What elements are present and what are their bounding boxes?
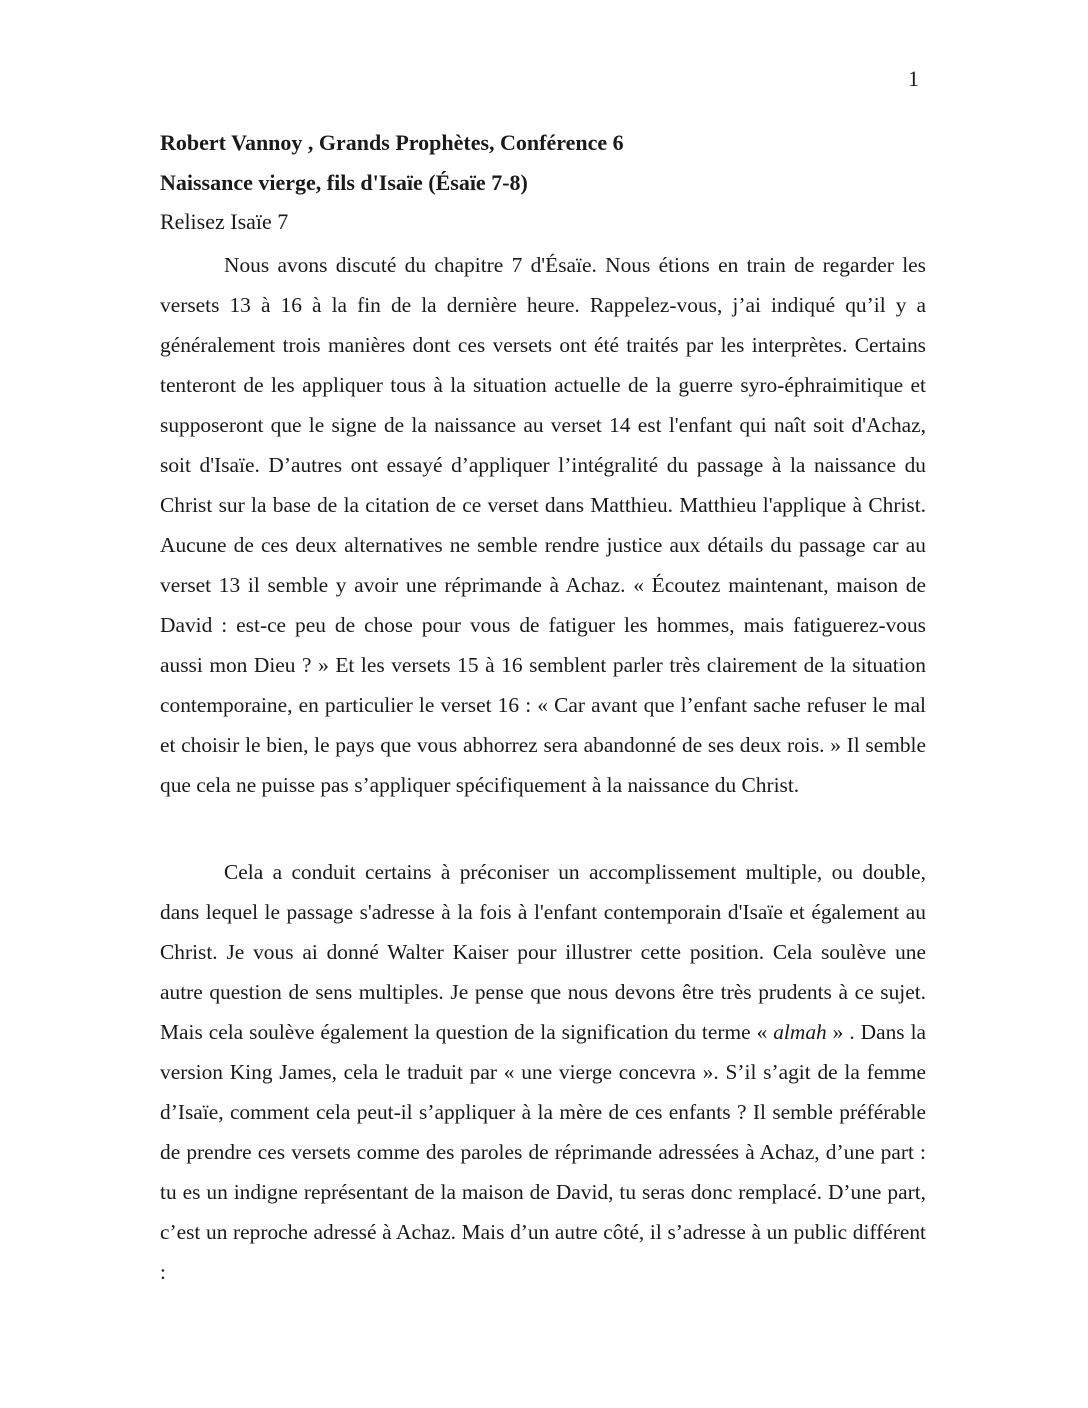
paragraph-2 [160, 852, 926, 1292]
paragraph-2-text-start: Cela a conduit certains à préconiser un accomplissement multiple, ou double, dans lequel le passage s'adresse à la fois à l'enfant contemporain d'Isaïe et également au Christ. Je vous ai donné Walter Kaiser pour illustrer cette position. Cela soulève une autre question de sens multiples. Je pense que nous devons être très prudents à ce sujet. Mais cela soulève également la question de la signification du terme « [160, 860, 926, 1044]
paragraph-1: Nous avons discuté du chapitre 7 d'Ésaïe. Nous étions en train de regarder les versets 13 à 16 à la fin de la dernière heure. Rappelez-vous, j’ai indiqué qu’il y a généralement trois manières dont ces versets ont été traités par les interprètes. Certains tenteront de les appliquer tous à la situation actuelle de la guerre syro-éphraimitique et supposeront que le signe de la naissance au verset 14 est l'enfant qui naît soit d'Achaz, soit d'Isaïe. D’autres ont essayé d’appliquer l’intégralité du passage à la naissance du Christ sur la base de la citation de ce verset dans Matthieu. Matthieu l'applique à Christ. Aucune de ces deux alternatives ne semble rendre justice aux détails du passage car au verset 13 il semble y avoir une réprimande à Achaz. « Écoutez maintenant, maison de David : est-ce peu de chose pour vous de fatiguer les hommes, mais fatiguerez-vous aussi mon Dieu ? » Et les versets 15 à 16 semblent parler très clairement de la situation contemporaine, en particulier le verset 16 : « Car avant que l’enfant sache refuser le mal et choisir le bien, le pays que vous abhorrez sera abandonné de ses deux rois. » Il semble que cela ne puisse pas s’appliquer spécifiquement à la naissance du Christ. [160, 253, 926, 797]
reading-instruction: Relisez Isaïe 7 [160, 209, 289, 234]
page-number: 1 [908, 66, 919, 91]
document-subtitle: Naissance vierge, fils d'Isaïe (Ésaïe 7-8) [160, 170, 528, 195]
term-almah: almah [773, 1020, 827, 1044]
paragraph-2-text-end: » . Dans la version King James, cela le traduit par « une vierge concevra ». S’il s’agit de la femme d’Isaïe, comment cela peut-il s’appliquer à la mère de ces enfants ? Il semble préférable de prendre ces versets comme des paroles de réprimande adressées à Achaz, d’une part : tu es un indigne représentant de la maison de David, tu seras donc remplacé. D’une part, c’est un reproche adressé à Achaz. Mais d’un autre côté, il s’adresse à un public différent : [160, 1020, 927, 1284]
document-title: Robert Vannoy , Grands Prophètes, Conférence 6 [160, 130, 624, 155]
